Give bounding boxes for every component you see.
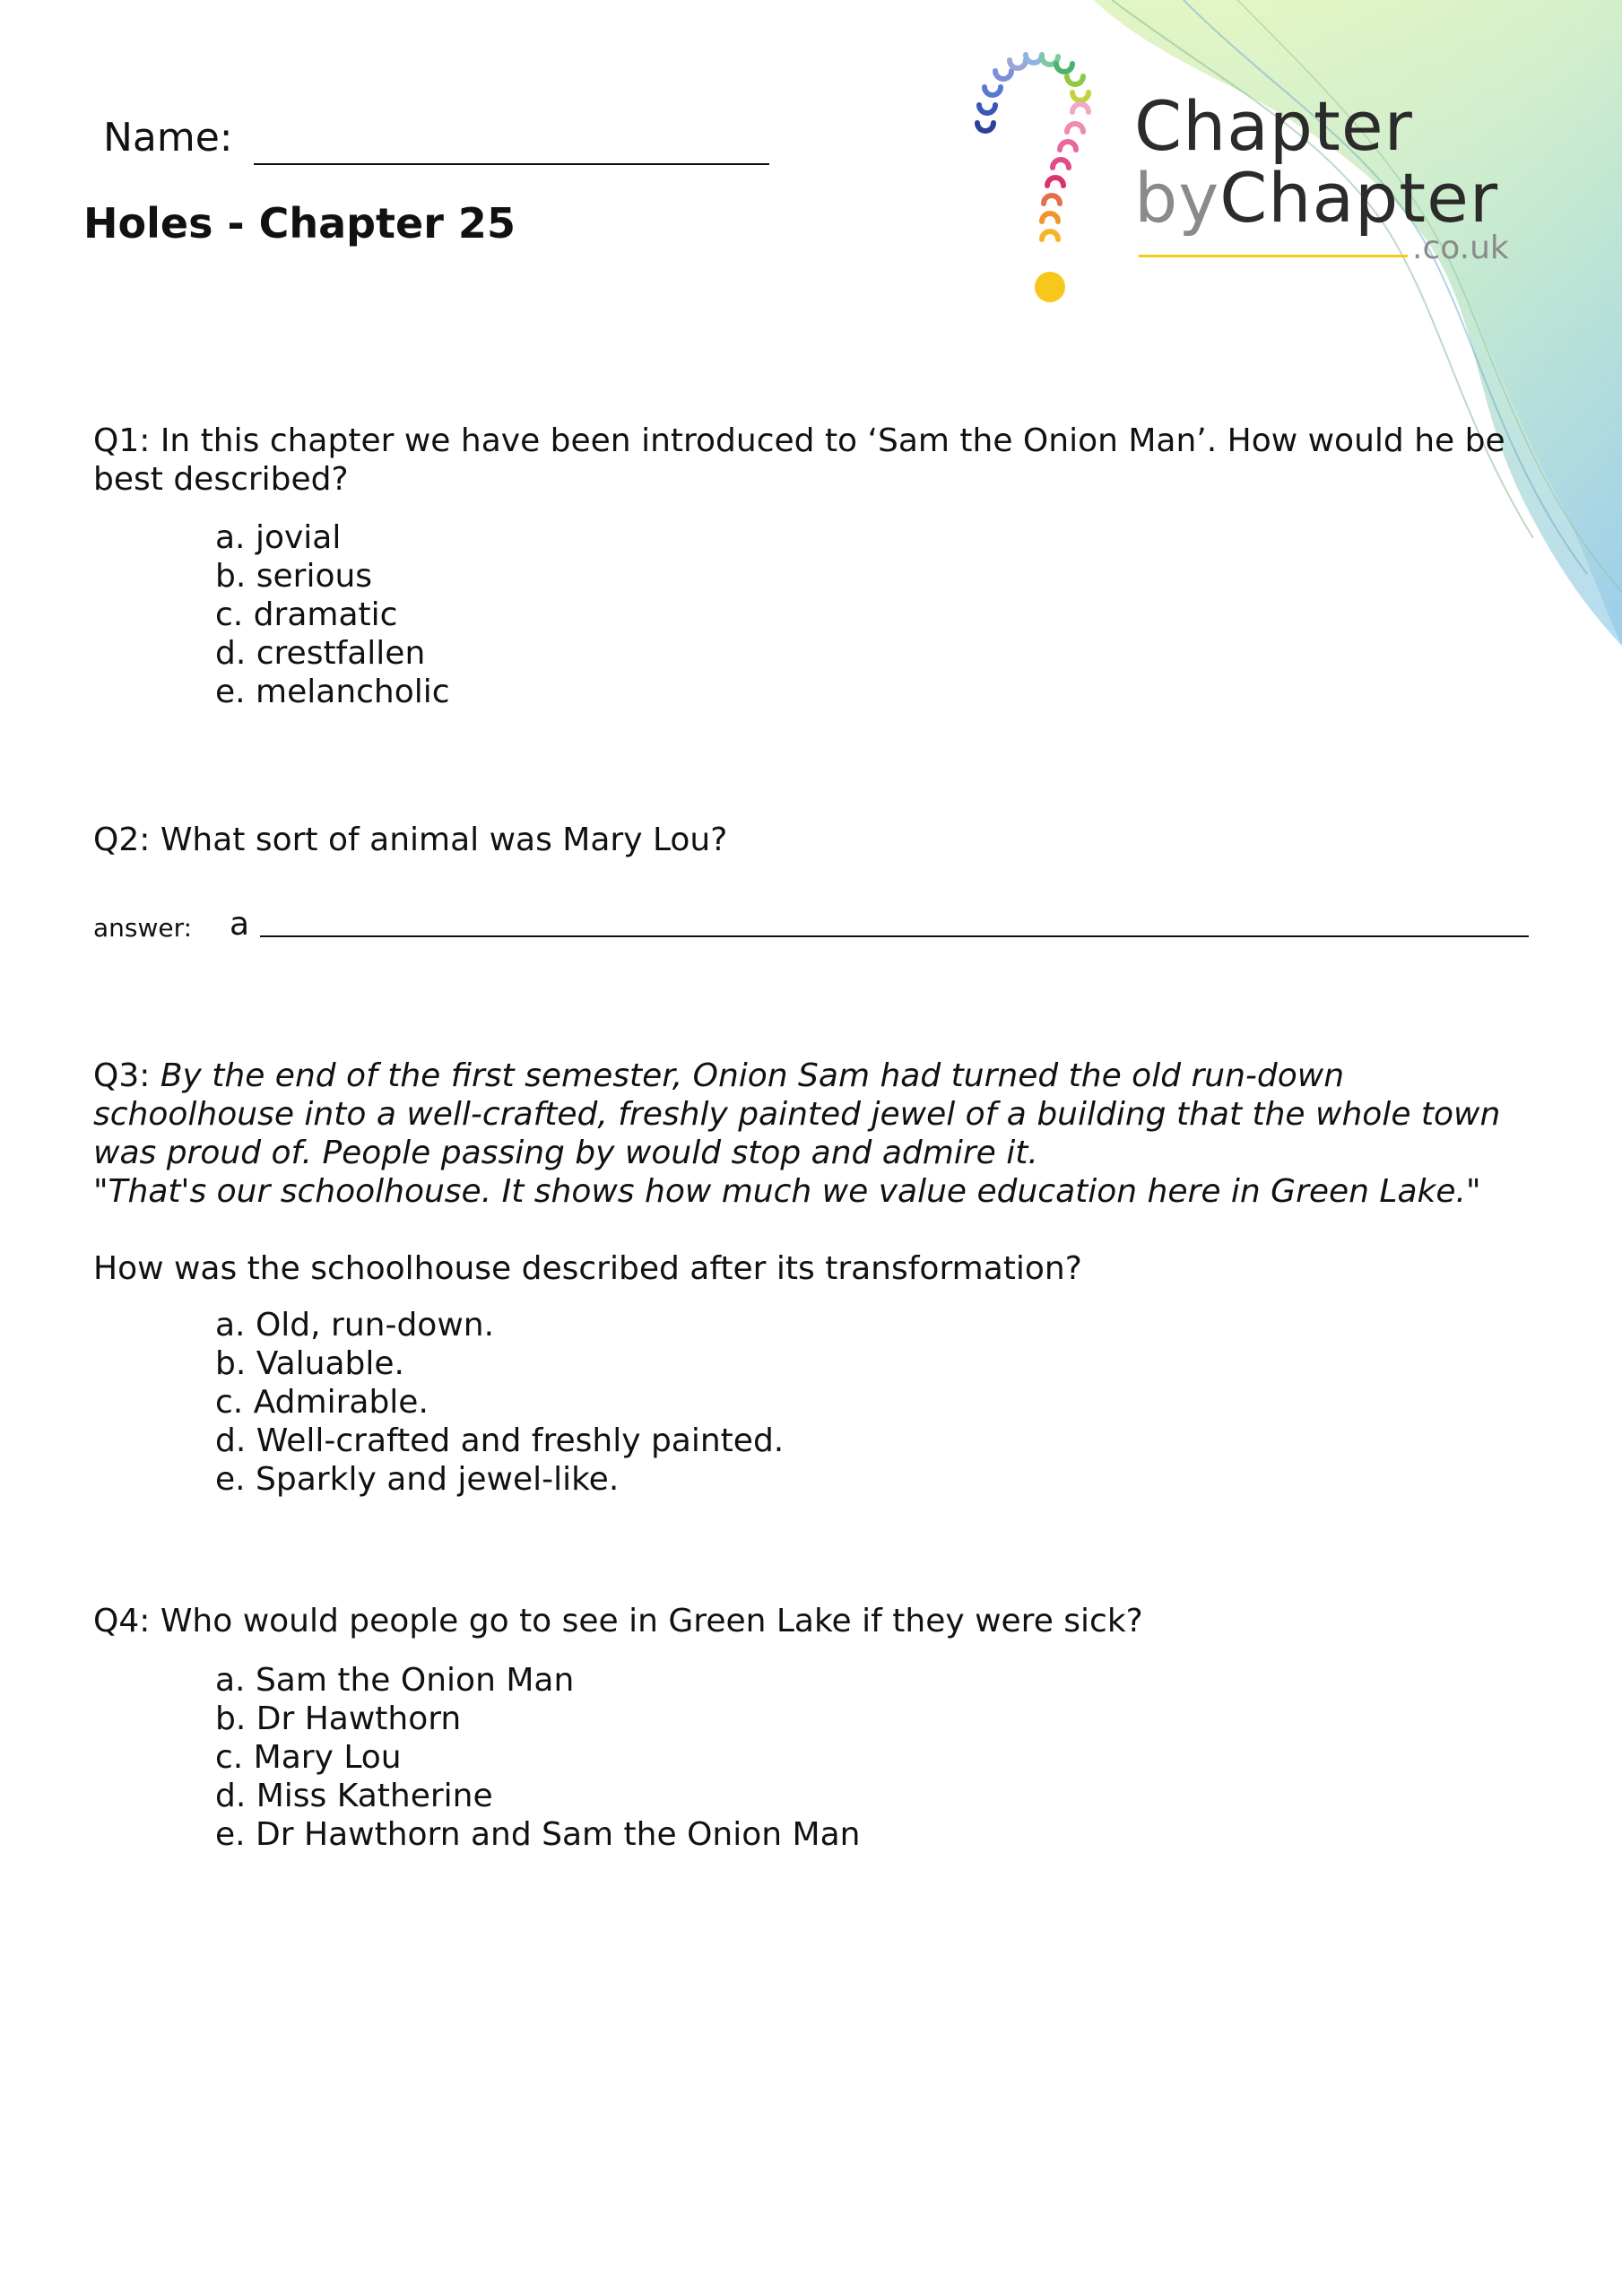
question-3 bbox=[93, 1057, 1546, 1288]
question-4 bbox=[93, 1602, 1546, 1640]
option[interactable]: d. crestfallen bbox=[215, 635, 426, 672]
option[interactable]: c. Mary Lou bbox=[215, 1739, 402, 1776]
answer-prefix: a bbox=[230, 906, 250, 943]
logo-wordmark-line1: Chapter bbox=[1134, 86, 1413, 166]
option[interactable]: e. Dr Hawthorn and Sam the Onion Man bbox=[215, 1816, 861, 1853]
question-3-quote bbox=[93, 1057, 1546, 1172]
question-1 bbox=[93, 422, 1546, 499]
name-label: Name: bbox=[103, 115, 233, 161]
option[interactable]: a. Sam the Onion Man bbox=[215, 1662, 575, 1699]
logo-domain: .co.uk bbox=[1412, 230, 1509, 266]
answer-label: answer: bbox=[93, 913, 193, 943]
question-1-text: Q1: In this chapter we have been introduced to ‘Sam the Onion Man’. How would he be best described? bbox=[93, 422, 1505, 498]
option[interactable]: b. serious bbox=[215, 558, 373, 595]
question-4-options bbox=[215, 1661, 860, 1854]
logo-underline bbox=[1139, 255, 1408, 257]
question-2-text: Q2: What sort of animal was Mary Lou? bbox=[93, 822, 728, 858]
question-3-prompt: How was the schoolhouse described after its transformation? bbox=[93, 1250, 1082, 1287]
option[interactable]: a. jovial bbox=[215, 519, 342, 556]
option[interactable]: c. dramatic bbox=[215, 596, 398, 633]
option[interactable]: d. Miss Katherine bbox=[215, 1778, 493, 1814]
question-3-options bbox=[215, 1306, 784, 1499]
question-4-text: Q4: Who would people go to see in Green Lake if they were sick? bbox=[93, 1603, 1143, 1639]
option[interactable]: d. Well-crafted and freshly painted. bbox=[215, 1422, 785, 1459]
question-3-label: Q3: bbox=[93, 1057, 151, 1094]
option[interactable]: b. Dr Hawthorn bbox=[215, 1700, 462, 1737]
answer-line[interactable] bbox=[260, 935, 1529, 937]
logo-by: by bbox=[1134, 158, 1220, 238]
worksheet-title: Holes - Chapter 25 bbox=[83, 199, 516, 248]
question-3-quote-text: By the end of the first semester, Onion Sam had turned the old run-down schoolhouse into a well-crafted, freshly painted jewel of a building that the whole town was proud of. People passing by would stop and admire it. bbox=[93, 1057, 1501, 1171]
option[interactable]: b. Valuable. bbox=[215, 1345, 404, 1382]
question-1-options bbox=[215, 518, 450, 711]
question-3-quote-line2: "That's our schoolhouse. It shows how much we value education here in Green Lake." bbox=[93, 1173, 1481, 1210]
option[interactable]: a. Old, run-down. bbox=[215, 1307, 495, 1344]
question-2 bbox=[93, 821, 1546, 859]
logo-wordmark-line2 bbox=[1134, 158, 1498, 238]
option[interactable]: e. Sparkly and jewel-like. bbox=[215, 1461, 620, 1498]
logo-chapter: Chapter bbox=[1219, 158, 1499, 238]
name-field-line[interactable] bbox=[254, 163, 769, 165]
option[interactable]: c. Admirable. bbox=[215, 1384, 429, 1421]
option[interactable]: e. melancholic bbox=[215, 674, 450, 710]
